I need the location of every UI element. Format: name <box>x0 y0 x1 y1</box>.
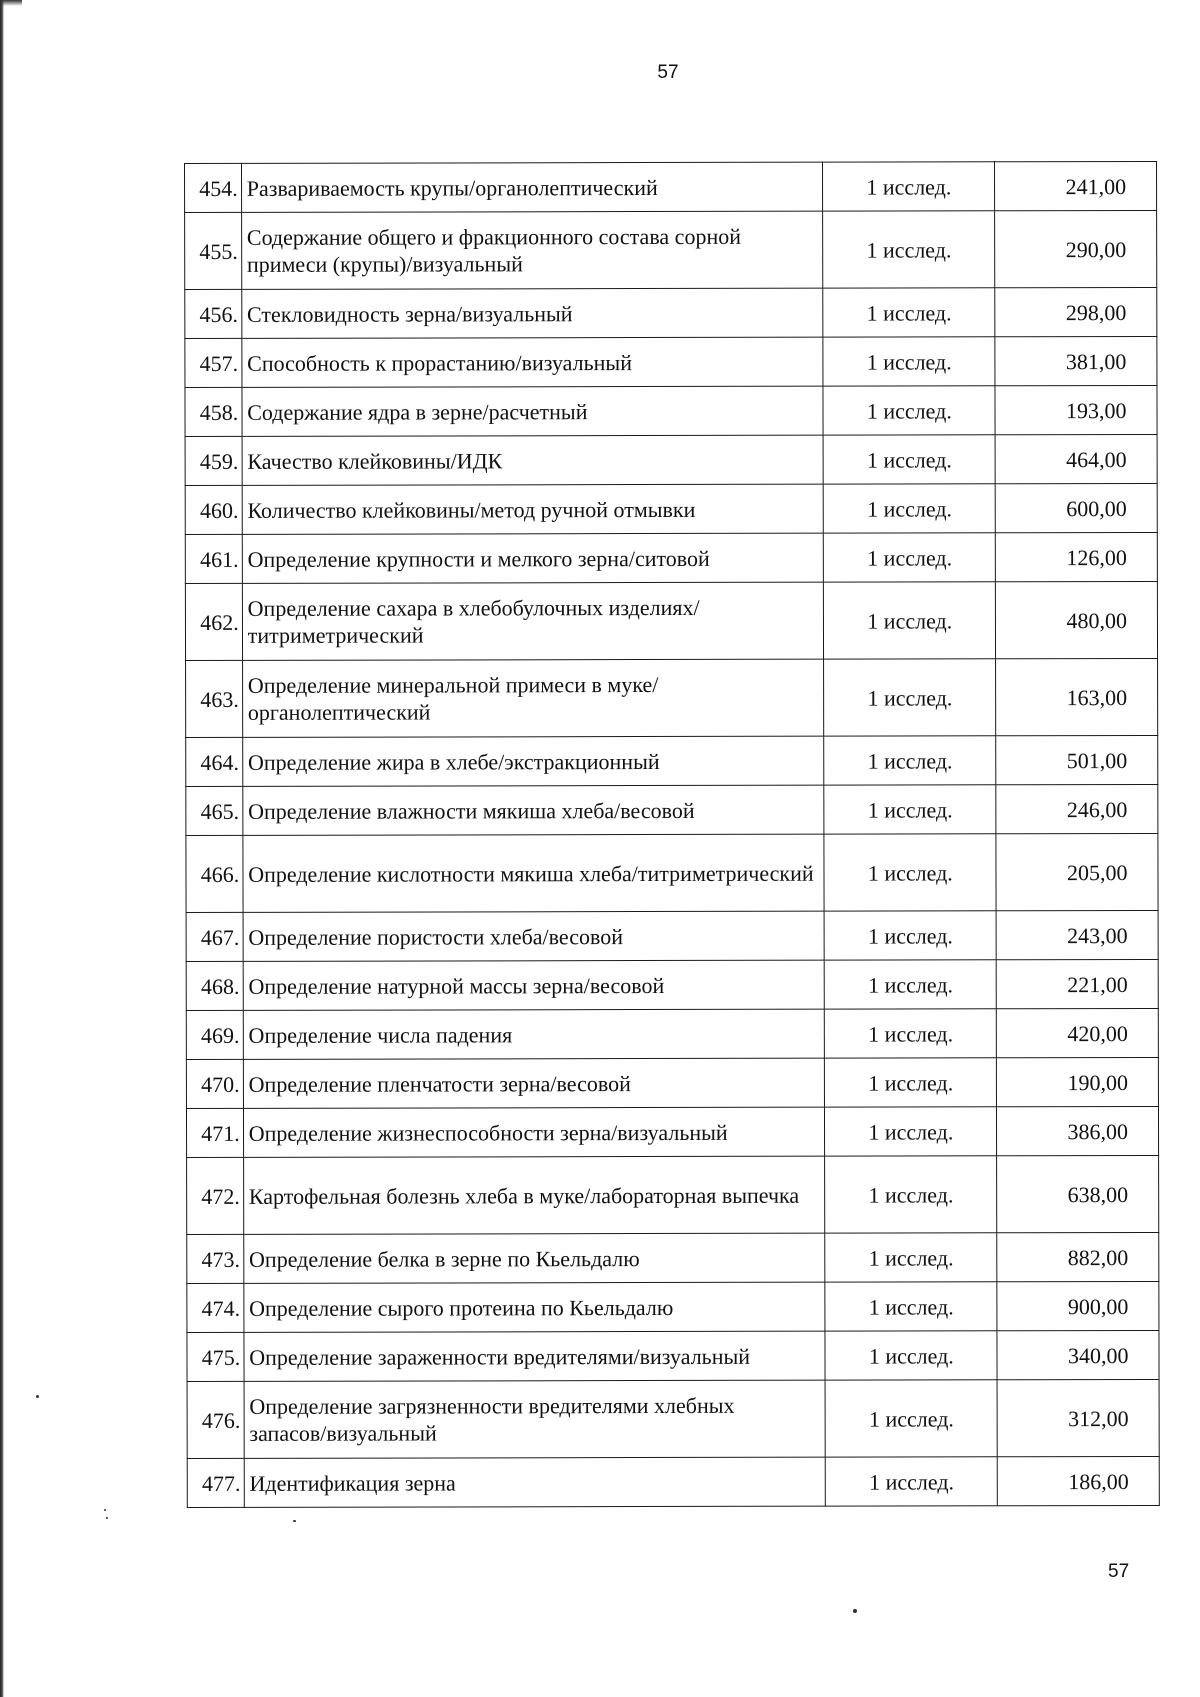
price: 501,00 <box>996 735 1158 784</box>
unit: 1 исслед. <box>825 1058 997 1107</box>
row-number: 470. <box>186 1059 243 1108</box>
unit: 1 исслед. <box>826 1457 998 1506</box>
table-row <box>186 833 1158 912</box>
unit: 1 исслед. <box>825 1233 997 1282</box>
unit: 1 исслед. <box>825 1107 997 1156</box>
scan-speck <box>853 1609 857 1613</box>
row-number: 460. <box>185 485 242 534</box>
price: 480,00 <box>996 581 1158 658</box>
page-number-bottom: 57 <box>1108 1561 1130 1582</box>
page-number-top: 57 <box>657 62 679 83</box>
price: 126,00 <box>996 532 1158 581</box>
price: 205,00 <box>996 833 1158 910</box>
unit: 1 исслед. <box>823 386 995 435</box>
row-number: 475. <box>187 1332 244 1381</box>
table-row <box>187 1281 1159 1332</box>
table-row <box>185 210 1157 289</box>
row-number: 464. <box>186 737 243 786</box>
price: 464,00 <box>995 434 1157 483</box>
unit: 1 исслед. <box>824 911 996 960</box>
table-row <box>187 1456 1159 1507</box>
scan-speck <box>106 1517 108 1519</box>
row-number: 463. <box>186 660 243 737</box>
unit: 1 исслед. <box>823 162 995 211</box>
price: 243,00 <box>996 910 1158 959</box>
table-row <box>185 287 1157 338</box>
service-name: Определение загрязненности вредителями хлебных запасов/визуальный <box>244 1380 826 1458</box>
service-name: Определение жира в хлебе/экстракционный <box>242 736 824 786</box>
service-name: Определение кислотности мякиша хлеба/титриметрический <box>243 834 825 912</box>
scan-corner-mark <box>0 0 22 6</box>
row-number: 471. <box>186 1108 243 1157</box>
table-row <box>186 959 1158 1010</box>
unit: 1 исслед. <box>823 288 995 337</box>
table-row <box>185 483 1157 534</box>
row-number: 455. <box>185 212 242 289</box>
unit: 1 исслед. <box>823 211 995 288</box>
table-row <box>185 581 1157 660</box>
table-row <box>186 784 1158 835</box>
row-number: 467. <box>186 912 243 961</box>
service-name: Определение зараженности вредителями/визуальный <box>244 1331 826 1381</box>
price: 221,00 <box>996 959 1158 1008</box>
price: 420,00 <box>997 1008 1159 1057</box>
price: 381,00 <box>995 336 1157 385</box>
unit: 1 исслед. <box>824 659 996 736</box>
service-name: Стекловидность зерна/визуальный <box>241 288 823 338</box>
price: 882,00 <box>997 1232 1159 1281</box>
table-row <box>186 1008 1158 1059</box>
table-row <box>186 658 1158 737</box>
table-row <box>186 1057 1158 1108</box>
table-row <box>187 1232 1159 1283</box>
price: 340,00 <box>997 1330 1159 1379</box>
price: 186,00 <box>997 1456 1159 1505</box>
row-number: 476. <box>187 1381 244 1458</box>
scan-speck <box>36 1395 39 1398</box>
scan-speck <box>293 1520 296 1522</box>
row-number: 474. <box>187 1283 244 1332</box>
table-row <box>185 161 1157 212</box>
price: 246,00 <box>996 784 1158 833</box>
row-number: 472. <box>187 1157 244 1234</box>
row-number: 468. <box>186 961 243 1010</box>
price: 600,00 <box>995 483 1157 532</box>
unit: 1 исслед. <box>825 1331 997 1380</box>
price-table <box>184 161 1160 1508</box>
row-number: 466. <box>186 835 243 912</box>
scan-speck <box>104 1509 106 1511</box>
service-name: Определение крупности и мелкого зерна/ситовой <box>242 533 824 583</box>
row-number: 462. <box>185 583 242 660</box>
unit: 1 исслед. <box>824 834 996 911</box>
service-name: Способность к прорастанию/визуальный <box>242 337 824 387</box>
service-name: Качество клейковины/ИДК <box>242 435 824 485</box>
unit: 1 исслед. <box>824 484 996 533</box>
row-number: 456. <box>185 289 242 338</box>
price: 638,00 <box>997 1155 1159 1232</box>
table-row <box>185 434 1157 485</box>
unit: 1 исслед. <box>824 785 996 834</box>
table-row <box>185 336 1157 387</box>
service-name: Определение пленчатости зерна/весовой <box>243 1058 825 1108</box>
service-name: Развариваемость крупы/органолептический <box>241 162 823 212</box>
row-number: 454. <box>185 163 242 212</box>
unit: 1 исслед. <box>825 1156 997 1233</box>
service-name: Содержание общего и фракционного состава сорной примеси (крупы)/визуальный <box>241 211 823 289</box>
unit: 1 исслед. <box>823 435 995 484</box>
service-name: Определение белка в зерне по Кьельдалю <box>243 1233 825 1283</box>
unit: 1 исслед. <box>824 736 996 785</box>
service-name: Определение сырого протеина по Кьельдалю <box>244 1282 826 1332</box>
scan-edge-mark <box>0 0 4 1697</box>
service-name: Определение числа падения <box>243 1009 825 1059</box>
service-name: Идентификация зерна <box>244 1457 826 1507</box>
row-number: 457. <box>185 338 242 387</box>
unit: 1 исслед. <box>824 533 996 582</box>
unit: 1 исслед. <box>824 582 996 659</box>
service-name: Определение жизнеспособности зерна/визуальный <box>243 1107 825 1157</box>
row-number: 477. <box>187 1458 244 1507</box>
table-row <box>187 1330 1159 1381</box>
unit: 1 исслед. <box>825 1380 997 1457</box>
table-row <box>186 910 1158 961</box>
price: 312,00 <box>997 1379 1159 1456</box>
price: 193,00 <box>995 385 1157 434</box>
row-number: 465. <box>186 786 243 835</box>
table-row <box>187 1379 1159 1458</box>
price: 900,00 <box>997 1281 1159 1330</box>
price: 163,00 <box>996 658 1158 735</box>
service-name: Определение натурной массы зерна/весовой <box>243 960 825 1010</box>
price: 386,00 <box>997 1106 1159 1155</box>
table-row <box>185 532 1157 583</box>
row-number: 459. <box>185 436 242 485</box>
unit: 1 исслед. <box>825 960 997 1009</box>
table-row <box>186 735 1158 786</box>
row-number: 473. <box>187 1234 244 1283</box>
service-name: Картофельная болезнь хлеба в муке/лабораторная выпечка <box>243 1156 825 1234</box>
price: 290,00 <box>995 210 1157 287</box>
service-name: Определение сахара в хлебобулочных изделиях/титриметрический <box>242 582 824 660</box>
row-number: 461. <box>185 534 242 583</box>
unit: 1 исслед. <box>825 1009 997 1058</box>
table-row <box>185 385 1157 436</box>
table-row <box>186 1106 1158 1157</box>
row-number: 458. <box>185 387 242 436</box>
price: 190,00 <box>997 1057 1159 1106</box>
price: 298,00 <box>995 287 1157 336</box>
unit: 1 исслед. <box>823 337 995 386</box>
table-row <box>187 1155 1159 1234</box>
service-name: Количество клейковины/метод ручной отмывки <box>242 484 824 534</box>
service-name: Определение минеральной примеси в муке/органолептический <box>242 659 824 737</box>
service-name: Определение пористости хлеба/весовой <box>243 911 825 961</box>
price: 241,00 <box>995 161 1157 210</box>
service-name: Определение влажности мякиша хлеба/весовой <box>243 785 825 835</box>
unit: 1 исслед. <box>825 1282 997 1331</box>
row-number: 469. <box>186 1010 243 1059</box>
service-name: Содержание ядра в зерне/расчетный <box>242 386 824 436</box>
